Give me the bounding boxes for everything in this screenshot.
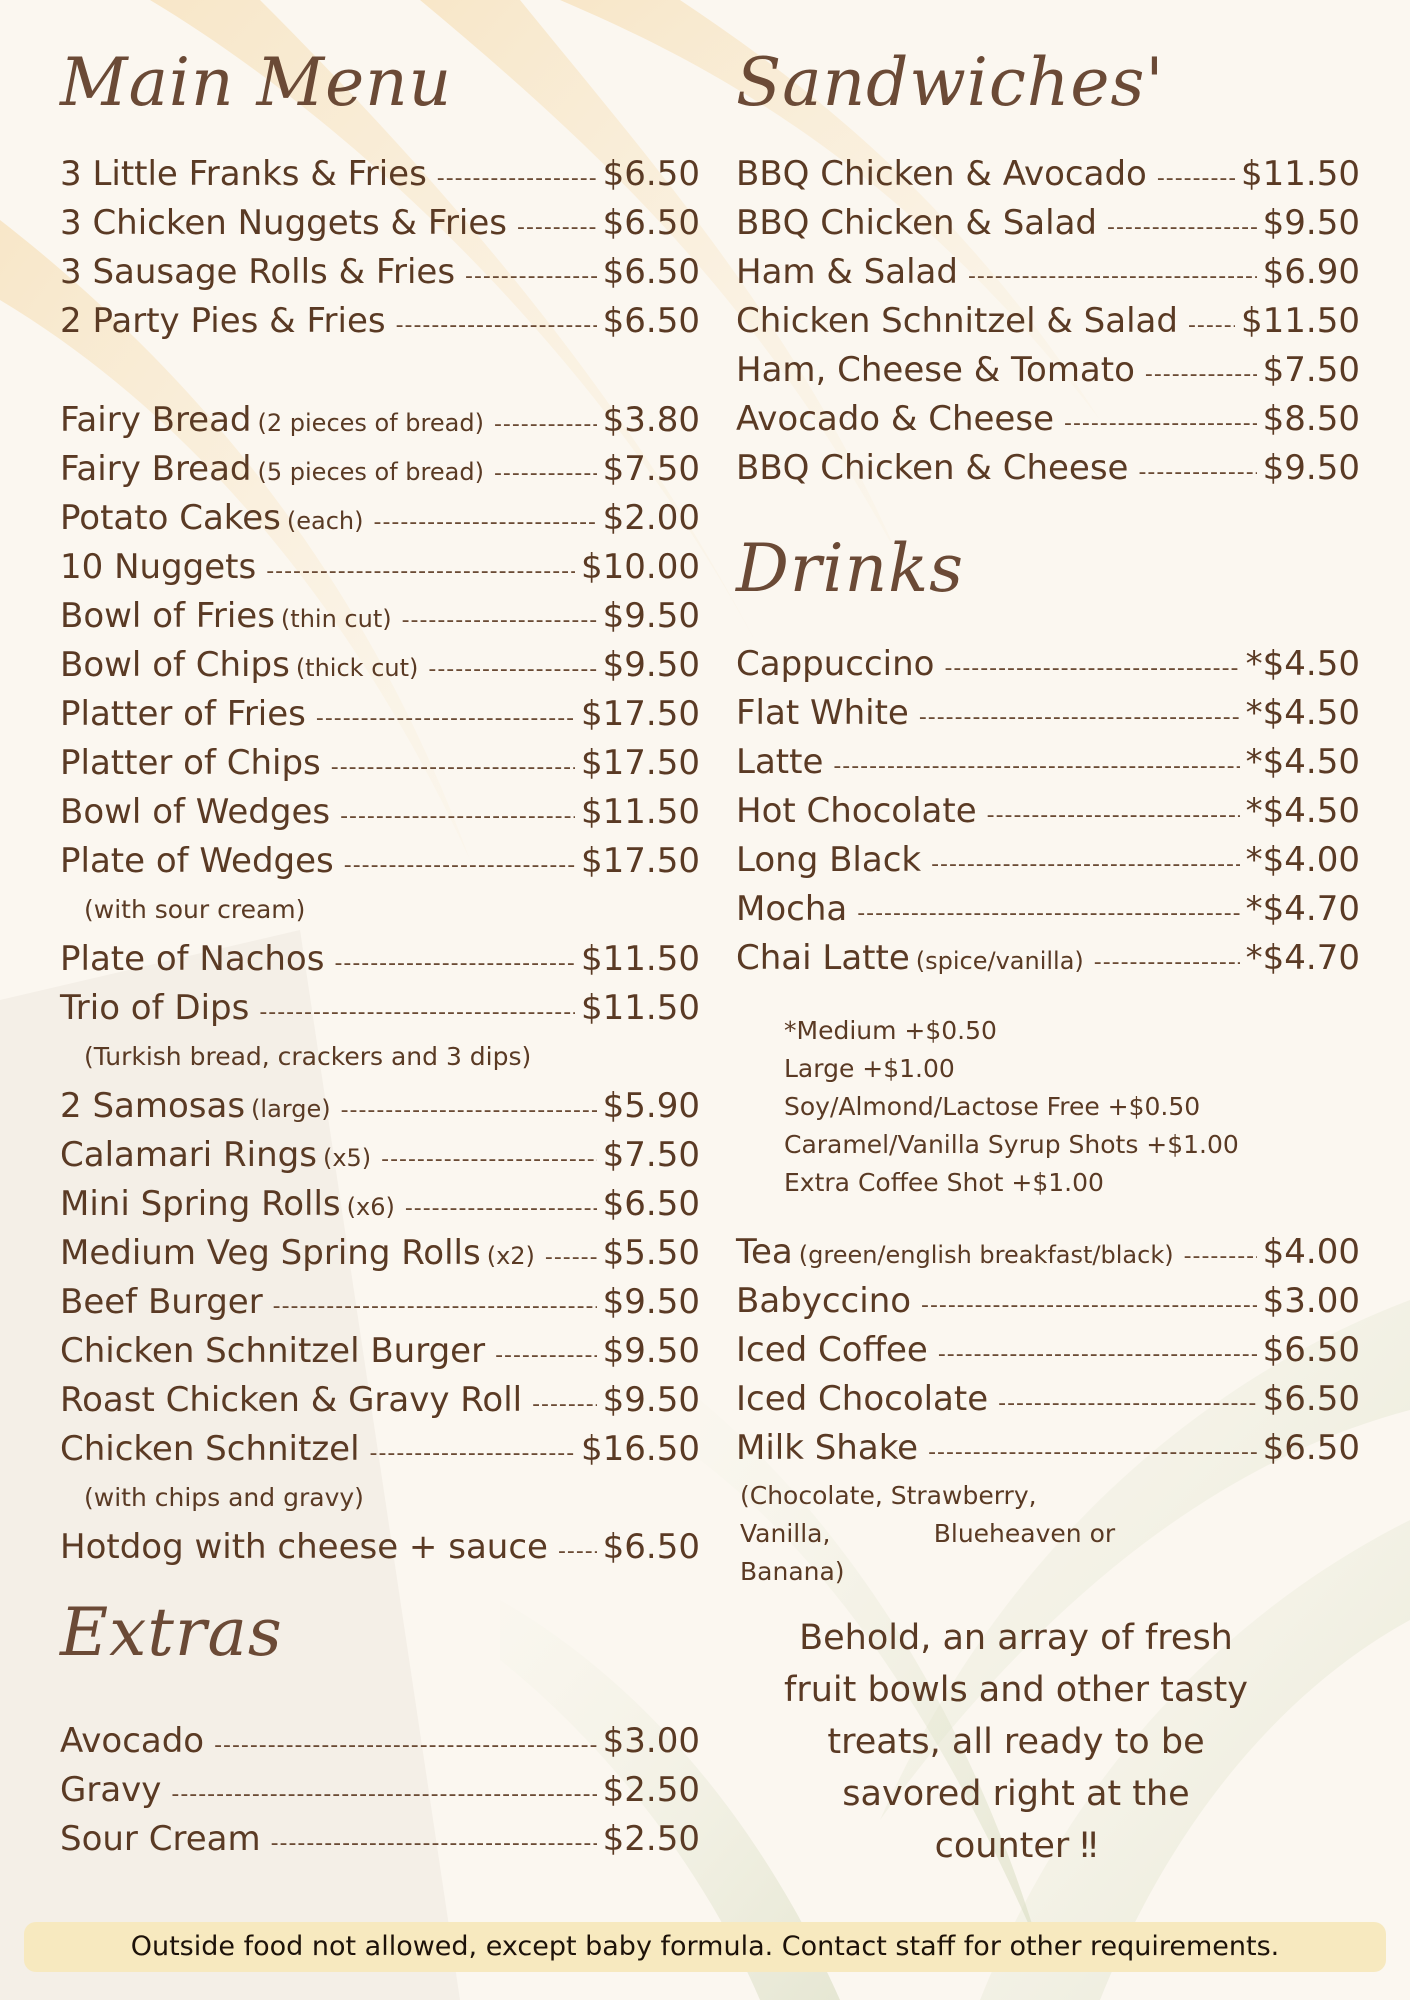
dot-leader <box>370 1441 575 1466</box>
menu-item-note: (spice/vanilla) <box>915 947 1084 975</box>
menu-item-note: (x2) <box>486 1242 535 1270</box>
menu-item-subnote: (with sour cream) <box>84 895 306 924</box>
dot-leader <box>928 1440 1257 1465</box>
dot-leader <box>987 803 1240 828</box>
coffee-note-line: *Medium +$0.50 <box>784 1016 997 1045</box>
menu-item-row <box>60 1135 700 1184</box>
menu-item-note: (5 pieces of bread) <box>257 458 484 486</box>
menu-item-row <box>60 1721 700 1770</box>
menu-item-row <box>736 301 1360 350</box>
menu-item-row <box>60 400 700 449</box>
menu-item-note: (green/english breakfast/black) <box>798 1241 1174 1269</box>
menu-item-name: Iced Coffee <box>736 1330 928 1370</box>
menu-item-price: $3.00 <box>602 1721 700 1761</box>
menu-item-price: $11.50 <box>1241 154 1360 194</box>
menu-item-row <box>60 1331 700 1380</box>
dot-leader <box>1107 215 1257 240</box>
dot-leader <box>402 608 597 633</box>
dot-leader <box>968 264 1257 289</box>
dot-leader <box>532 1392 597 1417</box>
menu-item-name: Ham & Salad <box>736 252 958 292</box>
dot-leader <box>944 656 1239 681</box>
dot-leader <box>833 754 1239 779</box>
menu-item-note: (thick cut) <box>295 654 419 682</box>
dot-leader <box>171 1782 596 1807</box>
menu-item-price: $7.50 <box>602 449 700 489</box>
dot-leader <box>316 706 575 731</box>
footer-notice: Outside food not allowed, except baby formula. Contact staff for other requirements. <box>24 1922 1386 1972</box>
menu-item-price: $9.50 <box>602 1331 700 1371</box>
menu-item-price: $17.50 <box>581 841 700 881</box>
dot-leader <box>495 1343 597 1368</box>
menu-item-name: Mini Spring Rolls <box>60 1184 341 1224</box>
menu-item-price: $6.50 <box>602 1527 700 1567</box>
dot-leader <box>517 215 597 240</box>
menu-item-name: 10 Nuggets <box>60 547 257 587</box>
extras-heading: Extras <box>60 1594 283 1671</box>
menu-item-name: Milk Shake <box>736 1428 919 1468</box>
menu-item-price: $16.50 <box>581 1429 700 1469</box>
menu-item-row <box>60 498 700 547</box>
menu-item-note: (each) <box>286 507 364 535</box>
menu-item-name: Babyccino <box>736 1281 912 1321</box>
menu-item-row <box>60 596 700 645</box>
dot-leader <box>1145 362 1257 387</box>
menu-item-note: (2 pieces of bread) <box>257 409 484 437</box>
coffee-note-line: Large +$1.00 <box>784 1054 955 1083</box>
menu-item-row <box>60 1282 700 1331</box>
menu-item-price: $9.50 <box>602 645 700 685</box>
menu-item-subnote: (Chocolate, Strawberry, Vanilla, Blueheaven or Banana) <box>740 1481 1116 1586</box>
dot-leader <box>1184 1244 1257 1269</box>
menu-item-row <box>60 988 700 1037</box>
menu-item-name: Trio of Dips <box>60 988 250 1028</box>
dot-leader <box>558 1539 597 1564</box>
dot-leader <box>1094 950 1240 975</box>
menu-item-price: $6.50 <box>1262 1428 1360 1468</box>
menu-item-name: Beef Burger <box>60 1282 263 1322</box>
dot-leader <box>1188 313 1235 338</box>
menu-item-name: 2 Samosas <box>60 1086 246 1126</box>
menu-item-name: Tea <box>736 1232 793 1272</box>
dot-leader <box>938 1342 1257 1367</box>
menu-item-note: (thin cut) <box>280 605 392 633</box>
dot-leader <box>259 1000 575 1025</box>
main-menu-group-2 <box>60 400 700 1576</box>
menu-item-price: $3.80 <box>602 400 700 440</box>
menu-item-subnote: (with chips and gravy) <box>84 1483 364 1512</box>
menu-item-name: Chai Latte <box>736 938 910 978</box>
menu-item-row <box>60 1184 700 1233</box>
dot-leader <box>340 804 575 829</box>
menu-item-name: 3 Chicken Nuggets & Fries <box>60 203 507 243</box>
menu-item-row <box>736 448 1360 497</box>
menu-item-row <box>736 350 1360 399</box>
dot-leader <box>271 1831 597 1856</box>
main-menu-group-1 <box>60 154 700 350</box>
menu-item-price: *$4.70 <box>1245 938 1360 978</box>
menu-item-price: $5.50 <box>602 1233 700 1273</box>
menu-item-price: $3.00 <box>1262 1281 1360 1321</box>
dot-leader <box>341 1098 597 1123</box>
dot-leader <box>396 313 597 338</box>
menu-item-price: $6.50 <box>1262 1330 1360 1370</box>
coffee-extras-notes <box>784 1012 1239 1202</box>
menu-item-name: Medium Veg Spring Rolls <box>60 1233 481 1273</box>
menu-item-name: Flat White <box>736 693 909 733</box>
menu-item-name: Plate of Wedges <box>60 841 334 881</box>
menu-item-name: Bowl of Chips <box>60 645 290 685</box>
menu-item-price: $11.50 <box>581 792 700 832</box>
menu-item-price: *$4.00 <box>1245 840 1360 880</box>
dot-leader <box>334 951 575 976</box>
coffee-note-line: Caramel/Vanilla Syrup Shots +$1.00 <box>784 1130 1239 1159</box>
menu-item-name: Calamari Rings <box>60 1135 317 1175</box>
coffee-list <box>736 644 1360 987</box>
dot-leader <box>921 1293 1257 1318</box>
menu-item-row <box>60 1819 700 1868</box>
menu-item-row <box>60 645 700 694</box>
menu-item-row <box>736 154 1360 203</box>
fruit-bowl-promo <box>736 1612 1296 1872</box>
menu-item-price: $11.50 <box>581 939 700 979</box>
menu-item-price: $2.50 <box>602 1770 700 1810</box>
menu-item-price: $17.50 <box>581 694 700 734</box>
menu-item-price: $6.50 <box>602 203 700 243</box>
menu-item-row <box>60 203 700 252</box>
menu-item-price: $6.50 <box>602 301 700 341</box>
menu-item-price: $9.50 <box>602 1380 700 1420</box>
promo-line: fruit bowls and other tasty <box>784 1670 1248 1710</box>
menu-item-name: Bowl of Wedges <box>60 792 331 832</box>
menu-item-price: $4.00 <box>1262 1232 1360 1272</box>
menu-item-name: Ham, Cheese & Tomato <box>736 350 1135 390</box>
menu-item-row <box>60 1770 700 1819</box>
menu-item-row <box>736 1232 1360 1281</box>
menu-item-name: Hotdog with cheese + sauce <box>60 1527 548 1567</box>
menu-item-row <box>736 889 1360 938</box>
dot-leader <box>374 510 597 535</box>
dot-leader <box>266 559 575 584</box>
menu-item-subnote: (Turkish bread, crackers and 3 dips) <box>84 1042 532 1071</box>
dot-leader <box>214 1733 597 1758</box>
menu-item-note: (x6) <box>346 1193 395 1221</box>
dot-leader <box>1157 166 1235 191</box>
menu-item-price: *$4.50 <box>1245 693 1360 733</box>
menu-item-name: BBQ Chicken & Cheese <box>736 448 1129 488</box>
menu-item-price: $5.90 <box>602 1086 700 1126</box>
menu-item-row <box>60 252 700 301</box>
menu-item-price: *$4.70 <box>1245 889 1360 929</box>
menu-item-price: $6.50 <box>602 252 700 292</box>
drinks-heading: Drinks <box>736 530 964 607</box>
dot-leader <box>437 166 597 191</box>
menu-item-price: $6.90 <box>1262 252 1360 292</box>
menu-item-row <box>736 1379 1360 1428</box>
menu-item-row <box>60 547 700 596</box>
promo-line: treats, all ready to be <box>827 1722 1205 1762</box>
dot-leader <box>931 852 1240 877</box>
dot-leader <box>344 853 575 878</box>
menu-item-row <box>60 1380 700 1429</box>
menu-item-row <box>60 841 700 890</box>
menu-item-price: $17.50 <box>581 743 700 783</box>
menu-item-name: Chicken Schnitzel & Salad <box>736 301 1178 341</box>
dot-leader <box>465 264 597 289</box>
menu-item-row <box>60 1429 700 1478</box>
menu-item-name: Platter of Chips <box>60 743 321 783</box>
menu-item-price: $11.50 <box>581 988 700 1028</box>
dot-leader <box>428 657 596 682</box>
menu-item-name: 2 Party Pies & Fries <box>60 301 386 341</box>
menu-item-name: Fairy Bread <box>60 449 252 489</box>
dot-leader <box>494 461 597 486</box>
menu-item-row <box>736 1428 1360 1477</box>
dot-leader <box>1064 411 1257 436</box>
menu-item-row <box>60 449 700 498</box>
dot-leader <box>857 901 1239 926</box>
menu-item-price: $9.50 <box>602 1282 700 1322</box>
dot-leader <box>273 1294 597 1319</box>
promo-line: counter ‼ <box>934 1826 1098 1866</box>
menu-item-row <box>60 694 700 743</box>
menu-item-name: Latte <box>736 742 824 782</box>
menu-item-row <box>736 203 1360 252</box>
dot-leader <box>494 412 597 437</box>
menu-item-name: Bowl of Fries <box>60 596 275 636</box>
menu-item-price: *$4.50 <box>1245 644 1360 684</box>
menu-item-price: $6.50 <box>602 1184 700 1224</box>
menu-item-row <box>736 399 1360 448</box>
menu-item-price: $2.00 <box>602 498 700 538</box>
menu-item-price: $8.50 <box>1262 399 1360 439</box>
menu-item-row <box>736 1330 1360 1379</box>
promo-line: savored right at the <box>842 1774 1190 1814</box>
dot-leader <box>331 755 575 780</box>
menu-item-name: Fairy Bread <box>60 400 252 440</box>
menu-item-name: BBQ Chicken & Avocado <box>736 154 1147 194</box>
menu-item-price: $6.50 <box>1262 1379 1360 1419</box>
menu-item-row <box>736 693 1360 742</box>
promo-line: Behold, an array of fresh <box>799 1618 1233 1658</box>
menu-item-row <box>736 644 1360 693</box>
extras-list <box>60 1721 700 1868</box>
menu-item-row <box>736 840 1360 889</box>
menu-item-row <box>60 1233 700 1282</box>
sandwiches-heading: Sandwiches' <box>736 44 1165 121</box>
menu-item-price: $9.50 <box>1262 448 1360 488</box>
menu-item-name: Long Black <box>736 840 922 880</box>
menu-item-name: BBQ Chicken & Salad <box>736 203 1098 243</box>
dot-leader <box>998 1391 1257 1416</box>
menu-item-price: $6.50 <box>602 154 700 194</box>
menu-item-name: Plate of Nachos <box>60 939 325 979</box>
dot-leader <box>545 1245 597 1270</box>
menu-item-row <box>736 742 1360 791</box>
menu-item-row <box>736 791 1360 840</box>
menu-item-row <box>60 301 700 350</box>
menu-item-row <box>736 938 1360 987</box>
menu-item-name: Avocado & Cheese <box>736 399 1054 439</box>
menu-item-name: Platter of Fries <box>60 694 306 734</box>
menu-item-name: Mocha <box>736 889 848 929</box>
menu-item-name: Iced Chocolate <box>736 1379 989 1419</box>
menu-item-name: Cappuccino <box>736 644 935 684</box>
menu-item-name: 3 Little Franks & Fries <box>60 154 427 194</box>
menu-item-price: $7.50 <box>602 1135 700 1175</box>
menu-item-name: Potato Cakes <box>60 498 281 538</box>
menu-item-name: Sour Cream <box>60 1819 261 1859</box>
menu-item-note: (x5) <box>322 1144 372 1172</box>
menu-item-name: Chicken Schnitzel Burger <box>60 1331 486 1371</box>
menu-item-row <box>736 1281 1360 1330</box>
menu-item-name: Hot Chocolate <box>736 791 977 831</box>
menu-item-price: *$4.50 <box>1245 791 1360 831</box>
menu-item-price: $11.50 <box>1241 301 1360 341</box>
other-drinks-list <box>736 1232 1360 1591</box>
menu-item-price: $10.00 <box>581 547 700 587</box>
menu-item-row <box>60 743 700 792</box>
menu-item-name: Chicken Schnitzel <box>60 1429 360 1469</box>
menu-item-price: $2.50 <box>602 1819 700 1859</box>
menu-item-row <box>60 939 700 988</box>
menu-item-price: $9.50 <box>602 596 700 636</box>
menu-item-row <box>60 1527 700 1576</box>
menu-item-price: $7.50 <box>1262 350 1360 390</box>
sandwiches-list <box>736 154 1360 497</box>
dot-leader <box>381 1147 596 1172</box>
menu-item-name: Roast Chicken & Gravy Roll <box>60 1380 523 1420</box>
coffee-note-line: Extra Coffee Shot +$1.00 <box>784 1168 1104 1197</box>
menu-item-price: $9.50 <box>1262 203 1360 243</box>
main-menu-heading: Main Menu <box>60 44 453 121</box>
menu-item-name: 3 Sausage Rolls & Fries <box>60 252 456 292</box>
menu-item-row <box>60 154 700 203</box>
dot-leader <box>405 1196 597 1221</box>
menu-item-name: Avocado <box>60 1721 205 1761</box>
menu-item-note: (large) <box>251 1095 331 1123</box>
menu-item-price: *$4.50 <box>1245 742 1360 782</box>
dot-leader <box>1138 460 1256 485</box>
menu-item-row <box>60 792 700 841</box>
menu-item-name: Gravy <box>60 1770 162 1810</box>
coffee-note-line: Soy/Almond/Lactose Free +$0.50 <box>784 1092 1201 1121</box>
menu-item-row <box>60 1086 700 1135</box>
menu-item-row <box>736 252 1360 301</box>
dot-leader <box>919 705 1240 730</box>
